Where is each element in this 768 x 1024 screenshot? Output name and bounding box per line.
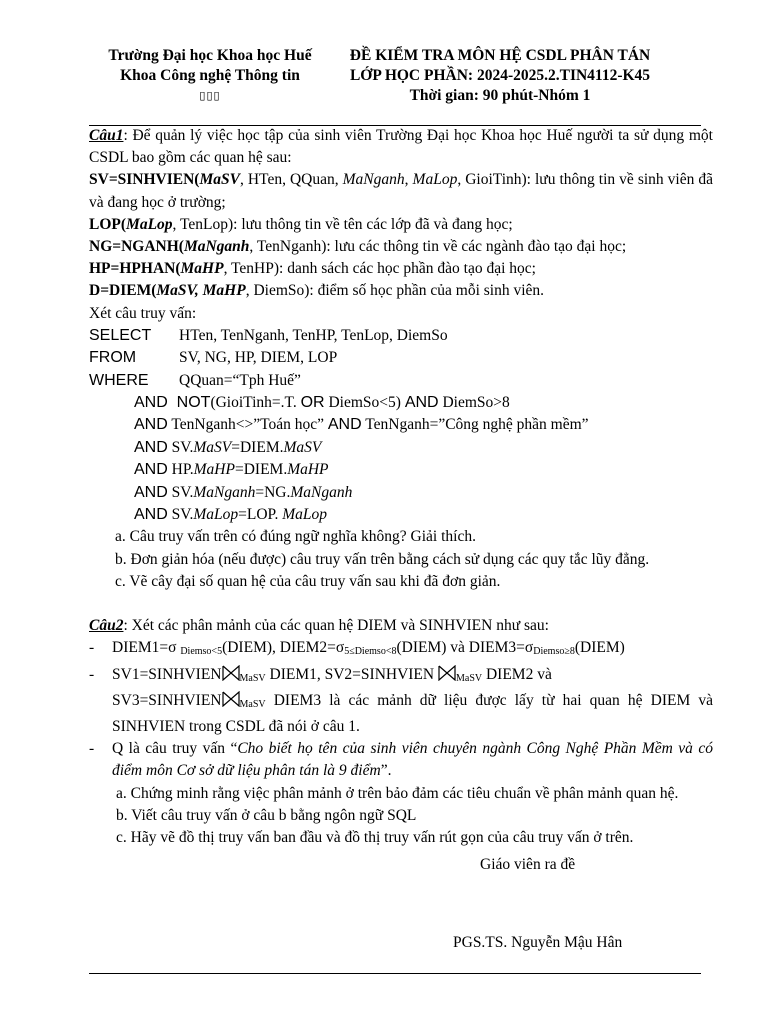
condition-6 [89,504,713,526]
d3-b: (DIEM) [574,639,625,657]
header-left [80,46,340,106]
and-keyword: AND [134,394,168,412]
q1-intro-text: : Để quản lý việc học tập của sinh viên Trường Đại học Khoa học Huế người ta sử dụng một CSDL bao gồm các quan hệ sau: [89,127,713,167]
exam-title: ĐỀ KIỂM TRA MÔN HỆ CSDL PHÂN TÁN [349,47,651,64]
rel-sv-a4: MaLop [412,171,458,189]
rel-hp-rest: , TenHP): danh sách các học phần đào tạo đại học; [223,260,536,278]
question-2-intro [89,615,713,637]
q2-task-c: c. Hãy vẽ đồ thị truy vấn ban đầu và đồ thị truy vấn rút gọn của câu truy vấn ở trên. [116,828,634,846]
qq-a: Q là câu truy vấn “ [112,740,238,758]
rel-hp-name: HP=HPHAN( [89,260,181,278]
d2-b: (DIEM) và DIEM3=σ [396,639,534,657]
and-keyword: AND [134,438,168,456]
sv3-b: DIEM3 là các mảnh dữ liệu được lấy từ hai quan hệ DIEM và SINHVIEN trong CSDL đã nói ở câu 1. [112,691,713,735]
select-clause [89,325,713,347]
c6-b: MaLop [193,506,239,524]
sql-query [89,325,713,527]
sv-a: SV1=SINHVIEN [112,665,222,683]
rel-sv-a3: , [404,171,413,189]
c2-b: TenNganh=”Công nghệ phần mềm” [361,416,589,434]
relation-d [89,280,713,302]
exam-body [89,125,713,849]
d1-b: (DIEM), DIEM2=σ [222,639,345,657]
c6-a: SV. [167,506,194,524]
header-right [330,46,670,106]
q2-intro-text: : Xét các phân mảnh của các quan hệ DIEM và SINHVIEN như sau: [123,617,549,635]
sv-sub: MaSV [239,698,266,710]
rel-sv-rest: , GioiTinh): lưu thông tin về sinh viên đã và đang học ở trường; [89,171,714,211]
rel-hp-key: MaHP [180,260,224,278]
d2-sub: 5≤Diemso<8 [344,646,397,658]
exam-time: Thời gian: 90 phút-Nhóm 1 [409,87,591,104]
c4-c: =DIEM. [234,461,288,479]
where-clause [89,370,713,392]
and-keyword: AND [404,394,439,412]
relation-sv [89,169,713,213]
condition-1 [89,392,713,414]
condition-3 [89,437,713,459]
condition-2 [89,414,713,436]
c5-c: =NG. [255,483,291,501]
relation-ng [89,236,713,258]
from-clause [89,347,713,369]
d1-a: DIEM1=σ [112,639,181,657]
or-keyword: OR [300,394,325,412]
qq-b: ”. [380,762,392,780]
c6-d: MaLop [282,506,328,524]
qq-italic: Cho biết họ tên của sinh viên chuyên ngành Công Nghệ Phần Mềm và có điểm môn Cơ sở dữ liệu phân tán là 9 điểm [112,740,713,780]
c3-a: SV. [167,438,194,456]
question-1-intro [89,125,713,169]
rel-lop-key: MaLop [126,215,173,233]
question-2-label: Câu2 [89,617,124,635]
rel-d-sep: , [194,282,203,300]
condition-5 [89,482,713,504]
c6-c: =LOP. [238,506,283,524]
and-keyword: AND [134,506,168,524]
c4-b: MaHP [193,461,235,479]
semijoin-icon [222,665,240,681]
select-value: HTen, TenNganh, TenHP, TenLop, DiemSo [179,326,448,344]
query-intro: Xét câu truy vấn: [89,304,197,322]
rel-ng-key: MaNganh [183,238,250,256]
and-keyword: AND [134,416,168,434]
university-name: Trường Đại học Khoa học Huế [108,47,312,64]
rel-d-name: D=DIEM( [89,282,157,300]
ornament-icon: ▯▯▯ [199,90,221,102]
bottom-divider [89,973,701,974]
semijoin-icon [222,691,240,707]
task-item: a. Câu truy vấn trên có đúng ngữ nghĩa không? Giải thích. [115,528,476,546]
rel-sv-key: MaSV [199,171,240,189]
teacher-label: Giáo viên ra đề [480,856,576,873]
rel-d-key1: MaSV [156,282,195,300]
spacer [89,593,713,615]
d1-sub: Diemso<5 [180,646,223,658]
fragment-diem [89,637,713,663]
semijoin-icon [438,665,456,681]
where-keyword: WHERE [89,371,149,389]
sv-sub: MaSV [455,672,483,684]
condition-4 [89,459,713,481]
and-keyword: AND [134,483,168,501]
fragment-sv [89,664,713,739]
sv-sub: MaSV [239,672,266,684]
teacher-name: PGS.TS. Nguyễn Mậu Hân [453,934,623,951]
and-keyword: AND [327,416,362,434]
not-keyword: NOT [176,394,211,412]
q2-task-a: a. Chứng minh rằng việc phân mảnh ở trên bảo đảm các tiêu chuẩn về phân mảnh quan hệ. [116,784,679,802]
task-item: c. Vẽ cây đại số quan hệ của câu truy vấn sau khi đã đơn giản. [115,572,501,590]
rel-ng-rest: , TenNganh): lưu các thông tin về các ngành đào tạo đại học; [249,238,627,256]
c3-d: MaSV [283,438,322,456]
d3-sub: Diemso≥8 [533,646,575,658]
c4-a: HP. [167,461,194,479]
select-keyword: SELECT [89,326,152,344]
sv3-a: SV3=SINHVIEN [112,691,222,709]
class-code: LỚP HỌC PHẦN: 2024-2025.2.TIN4112-K45 [349,67,651,84]
c5-b: MaNganh [193,483,256,501]
sv-c: DIEM2 và [482,665,552,683]
rel-sv-a2: MaNganh [342,171,405,189]
c4-d: MaHP [287,461,329,479]
c1-c: DiemSo>8 [438,394,510,412]
rel-sv-name: SV=SINHVIEN( [89,171,200,189]
from-value: SV, NG, HP, DIEM, LOP [179,349,338,367]
sv-b: DIEM1, SV2=SINHVIEN [265,665,438,683]
c3-b: MaSV [193,438,232,456]
c5-d: MaNganh [290,483,353,501]
rel-lop-name: LOP( [89,215,127,233]
rel-d-key2: MaHP [202,282,246,300]
c1-b: DiemSo<5) [324,394,405,412]
c2-a: TenNganh<>”Toán học” [167,416,328,434]
faculty-name: Khoa Công nghệ Thông tin [120,67,300,84]
relation-lop [89,214,713,236]
q2-task-b: b. Viết câu truy vấn ở câu b bằng ngôn ngữ SQL [116,806,417,824]
c5-a: SV. [167,483,194,501]
c3-c: =DIEM. [231,438,284,456]
c1-a: (GioiTinh=.T. [210,394,301,412]
task-item: b. Đơn giản hóa (nếu được) câu truy vấn trên bằng cách sử dụng các quy tắc lũy đẳng. [115,550,650,568]
relation-hp [89,258,713,280]
and-keyword: AND [134,461,168,479]
rel-lop-rest: , TenLop): lưu thông tin về tên các lớp đã và đang học; [172,215,513,233]
where-value: QQuan=“Tph Huế” [179,371,301,389]
rel-ng-name: NG=NGANH( [89,238,184,256]
query-q [89,738,713,782]
from-keyword: FROM [89,349,137,367]
rel-d-rest: , DiemSo): điểm số học phần của mỗi sinh viên. [245,282,545,300]
question-1-tasks [89,526,713,593]
rel-sv-a1: , HTen, QQuan, [239,171,343,189]
question-1-label: Câu1 [89,127,124,144]
